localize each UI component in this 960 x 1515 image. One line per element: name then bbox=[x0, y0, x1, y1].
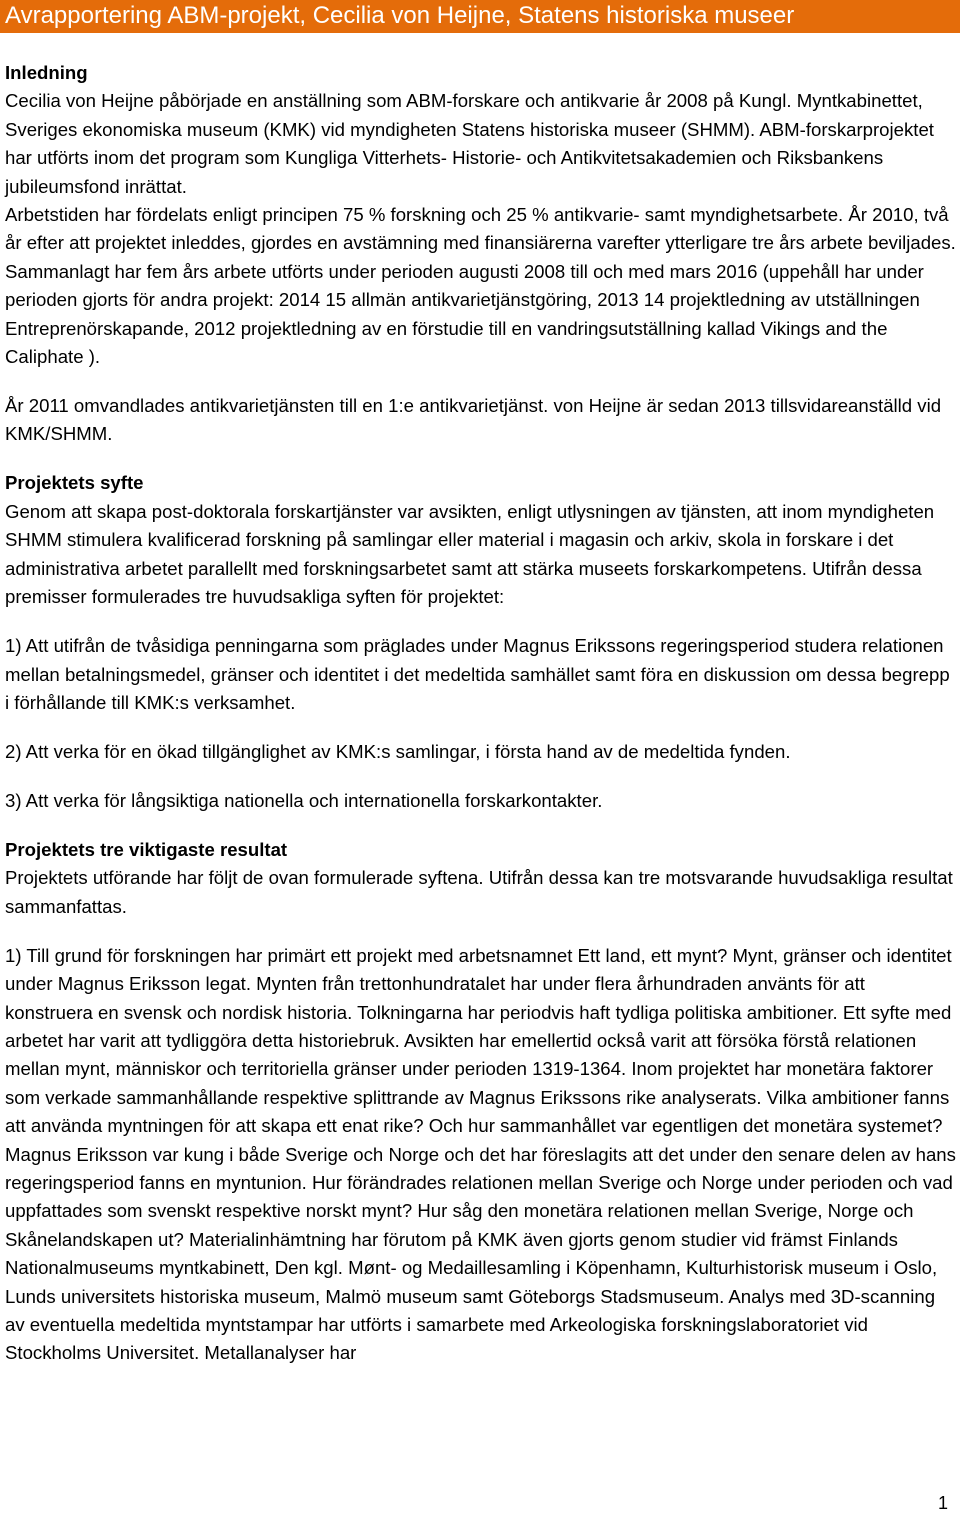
syfte-paragraph-1: Genom att skapa post-doktorala forskartjänster var avsikten, enligt utlysningen av tjänsten, att inom myndigheten SHMM stimulera kvalificerad forskning på samlingar eller material i magasin och arkiv, skola in forskare i det administrativa arbetet parallellt med forskningsarbetet samt att stärka museets forskarkompetens. Utifrån dessa premisser formulerades tre huvudsakliga syften för projektet: bbox=[5, 500, 935, 608]
title-bar bbox=[0, 0, 960, 33]
inledning-paragraph-3: År 2011 omvandlades antikvarietjänsten till en 1:e antikvarietjänst. von Heijne är sedan 2013 tillsvidareanställd vid KMK/SHMM. bbox=[5, 395, 942, 445]
inledning-paragraph-1: Cecilia von Heijne påbörjade en anställning som ABM-forskare och antikvarie år 2008 på Kungl. Myntkabinettet, Sveriges ekonomiska museum (KMK) vid myndigheten Statens historiska museer (SHMM). ABM-forskarprojektet har utförts inom det program som Kungliga Vitterhets- Historie- och Antikvitetsakademien och Riksbankens jubileumsfond inrättat. bbox=[5, 90, 934, 197]
heading-projektets-syfte: Projektets syfte bbox=[5, 472, 144, 494]
resultat-item-1: 1) Till grund för forskningen har primärt ett projekt med arbetsnamnet Ett land, ett mynt? Mynt, gränser och identitet under Magnus Eriksson legat. Mynten från trettonhundratalet har under flera århundraden använts för att konstruera en svensk och nordisk historia. Tolkningarna har periodvis haft tydliga politiska ambitioner. Ett syfte med arbetet har varit att tydliggöra detta historiebruk. Avsikten har emellertid också varit att försöka förstå relationen mellan mynt, människor och territoriella gränser under perioden 1319-1364. Inom projektet har monetära faktorer som verkade sammanhållande respektive splittrande av Magnus Erikssons rike analyserats. Vilka ambitioner fanns att använda myntningen för att skapa ett enat rike? Och hur sammanhållet var egentligen det monetära systemet? Magnus Eriksson var kung i både Sverige och Norge och det har föreslagits att det under den senare delen av hans regeringsperiod fanns en myntunion. Hur förändrades relationen mellan Sverige och Norge under perioden och vad uppfattades som svenskt respektive norskt mynt? Hur såg den monetära relationen mellan Sverige, Norge och Skånelandskapen ut? Materialinhämtning har förutom på KMK även gjorts genom studier vid främst Finlands Nationalmuseums myntkabinett, Den kgl. Mønt- og Medaillesamling i Köpenhamn, Kulturhistorisk museum i Oslo, Lunds universitets historiska museum, Malmö museum samt Göteborgs Stadsmuseum. Analys med 3D-scanning av eventuella medeltida myntstampar har utförts i samarbete med Arkeologiska forskningslaboratoriet vid Stockholms Universitet. Metallanalyser har bbox=[5, 944, 956, 1364]
document-title: Avrapportering ABM-projekt, Cecilia von Heijne, Statens historiska museer bbox=[5, 2, 795, 29]
syfte-item-2: 2) Att verka för en ökad tillgänglighet av KMK:s samlingar, i första hand av de medeltida fynden. bbox=[5, 740, 791, 762]
syfte-item-1: 1) Att utifrån de tvåsidiga penningarna som präglades under Magnus Erikssons regeringsperiod studera relationen mellan betalningsmedel, gränser och identitet i det medeltida samhället samt föra en diskussion om dessa begrepp i förhållande till KMK:s verksamhet. bbox=[5, 635, 950, 713]
resultat-paragraph-1: Projektets utförande har följt de ovan formulerade syftena. Utifrån dessa kan tre motsvarande huvudsakliga resultat sammanfattas. bbox=[5, 867, 953, 917]
inledning-paragraph-2: Arbetstiden har fördelats enligt principen 75 % forskning och 25 % antikvarie- samt myndighetsarbete. År 2010, två år efter att projektet inleddes, gjordes en avstämning med finansiärerna varefter ytterligare tre års arbete beviljades. Sammanlagt har fem års arbete utförts under perioden augusti 2008 till och med mars 2016 (uppehåll har under perioden gjorts för andra projekt: 2014 15 allmän antikvarietjänstgöring, 2013 14 projektledning av utställningen Entreprenörskapande, 2012 projektledning av en förstudie till en vandringsutställning kallad Vikings and the Caliphate ). bbox=[5, 204, 956, 368]
page-number: 1 bbox=[937, 1493, 948, 1513]
heading-inledning: Inledning bbox=[5, 62, 88, 83]
heading-projektets-resultat: Projektets tre viktigaste resultat bbox=[5, 838, 288, 860]
syfte-item-3: 3) Att verka för långsiktiga nationella och internationella forskarkontakter. bbox=[5, 789, 603, 811]
document-body bbox=[5, 59, 957, 1368]
